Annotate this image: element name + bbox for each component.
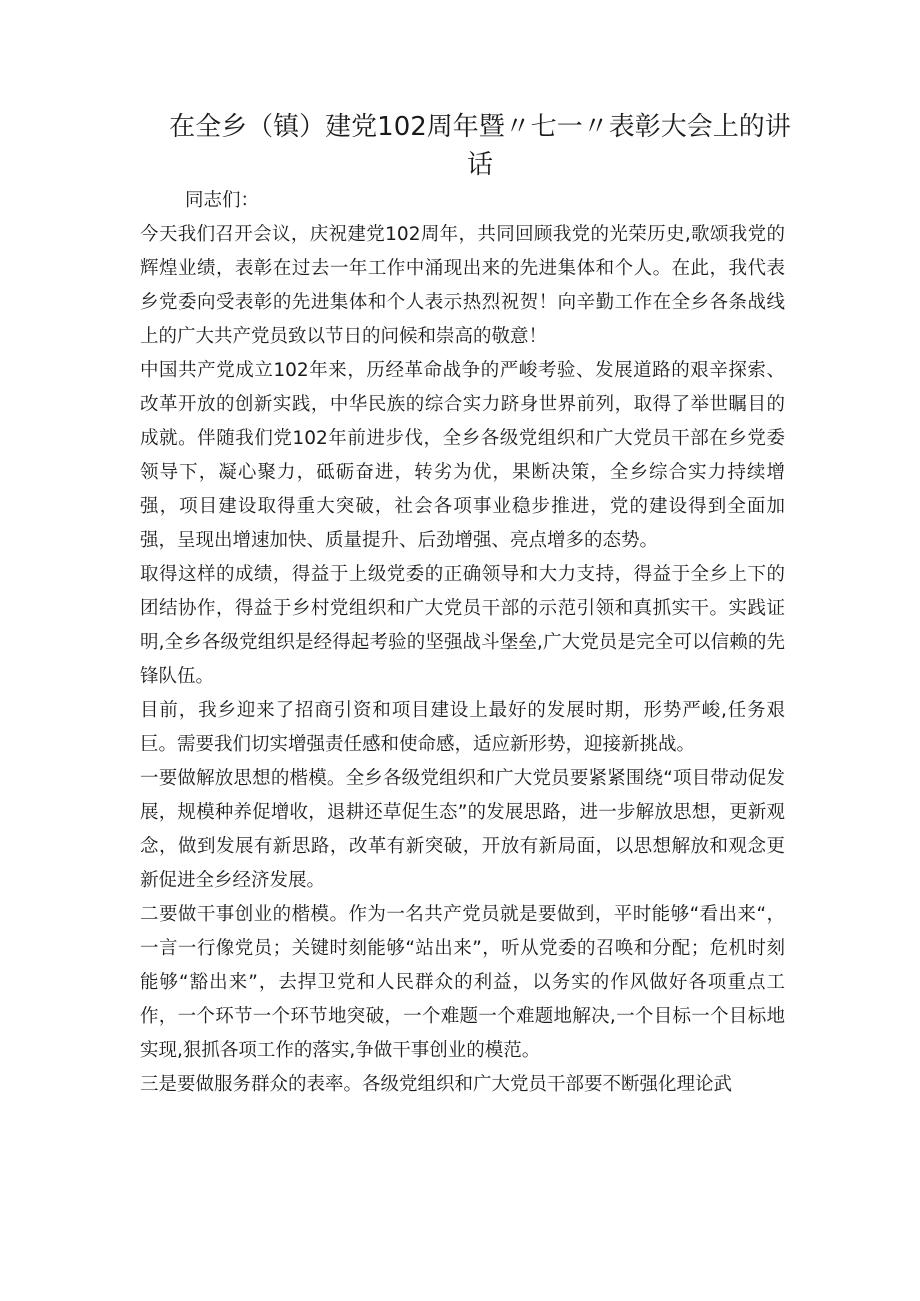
paragraph-7: 三是要做服务群众的表率。各级党组织和广大党员干部要不断强化理论武 [140,1074,733,1095]
paragraph-3: 取得这样的成绩，得益于上级党委的正确领导和大力支持，得益于全乡上下的团结协作，得益于乡村党组织和广大党员干部的示范引领和真抓实干。实践证明,全乡各级党组织是经得起考验的坚强战斗堡垒,广大党员是完全可以信赖的先锋队伍。 [140,564,785,687]
document-title [120,108,840,184]
paragraph-6: 二要做干事创业的楷模。作为一名共产党员就是要做到，平时能够“看出来“，一言一行像党员；关键时刻能够“站出来”，听从党委的召唤和分配；危机时刻能够“豁出来”，去捍卫党和人民群众的利益，以务实的作风做好各项重点工作，一个环节一个环节地突破，一个难题一个难题地解决,一个目标一个目标地实现,狠抓各项工作的落实,争做干事创业的模范。 [140,904,785,1061]
salutation: 同志们： [185,190,260,211]
title-line-1: 在全乡（镇）建党102周年暨〃七一〃表彰大会上的讲 [169,112,791,142]
paragraph-4: 目前，我乡迎来了招商引资和项目建设上最好的发展时期，形势严峻,任务艰巨。需要我们切实增强责任感和使命感，适应新形势，迎接新挑战。 [140,700,785,755]
paragraph-1: 今天我们召开会议，庆祝建党102周年，共同回顾我党的光荣历史,歌颂我党的辉煌业绩，表彰在过去一年工作中涌现出来的先进集体和个人。在此，我代表乡党委向受表彰的先进集体和个人表示热烈祝贺！向辛勤工作在全乡各条战线上的广大共产党员致以节日的问候和崇高的敬意！ [140,224,785,347]
title-line-2: 话 [466,150,493,180]
paragraph-5: 一要做解放思想的楷模。全乡各级党组织和广大党员要紧紧围绕“项目带动促发展，规模种养促增收，退耕还草促生态”的发展思路，进一步解放思想，更新观念，做到发展有新思路，改革有新突破，开放有新局面，以思想解放和观念更新促进全乡经济发展。 [140,768,785,891]
paragraph-2: 中国共产党成立102年来，历经革命战争的严峻考验、发展道路的艰辛探索、改革开放的创新实践，中华民族的综合实力跻身世界前列，取得了举世瞩目的成就。伴随我们党102年前进步伐，全乡各级党组织和广大党员干部在乡党委领导下，凝心聚力，砥砺奋进，转劣为优，果断决策，全乡综合实力持续增强，项目建设取得重大突破，社会各项事业稳步推进，党的建设得到全面加强，呈现出增速加快、质量提升、后劲增强、亮点增多的态势。 [140,360,785,551]
document-body [140,184,785,1102]
